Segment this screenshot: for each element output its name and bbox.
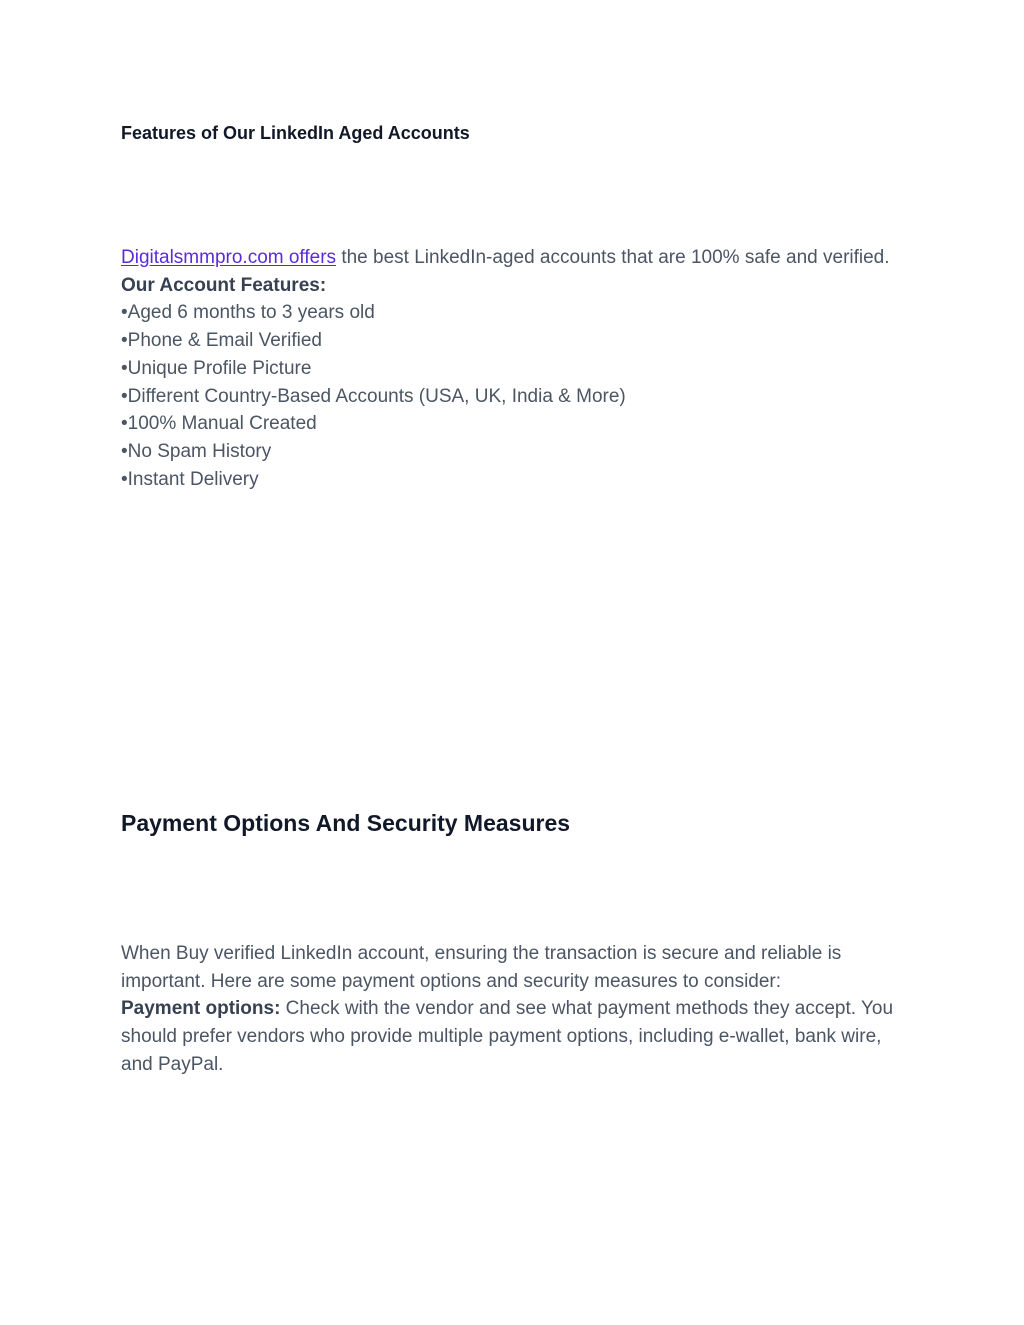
list-item: •100% Manual Created (121, 413, 317, 435)
intro-paragraph (121, 244, 891, 272)
payment-options-paragraph (121, 995, 896, 1078)
list-item: •No Spam History (121, 440, 272, 462)
payment-options-label: Payment options: (121, 998, 281, 1020)
list-item: •Phone & Email Verified (121, 330, 322, 352)
features-label: Our Account Features: (121, 274, 327, 296)
list-item: •Aged 6 months to 3 years old (121, 302, 375, 324)
digitalsmmpro-link[interactable]: Digitalsmmpro.com offers (121, 247, 337, 268)
payment-section (121, 940, 896, 1079)
list-item: •Unique Profile Picture (121, 357, 312, 379)
features-list (121, 299, 891, 493)
features-section (121, 244, 891, 493)
intro-text: the best LinkedIn-aged accounts that are 100% safe and verified. (336, 247, 890, 268)
payment-options-text: Check with the vendor and see what payment methods they accept. You should prefer vendors who provide multiple payment options, including e-wallet, bank wire, and PayPal. (121, 998, 894, 1075)
payment-heading: Payment Options And Security Measures (121, 810, 571, 836)
features-heading: Features of Our LinkedIn Aged Accounts (121, 123, 470, 143)
list-item: •Instant Delivery (121, 468, 259, 490)
list-item: •Different Country-Based Accounts (USA, UK, India & More) (121, 385, 626, 407)
payment-intro-paragraph: When Buy verified LinkedIn account, ensuring the transaction is secure and reliable is important. Here are some payment options and security measures to consider: (121, 943, 842, 992)
